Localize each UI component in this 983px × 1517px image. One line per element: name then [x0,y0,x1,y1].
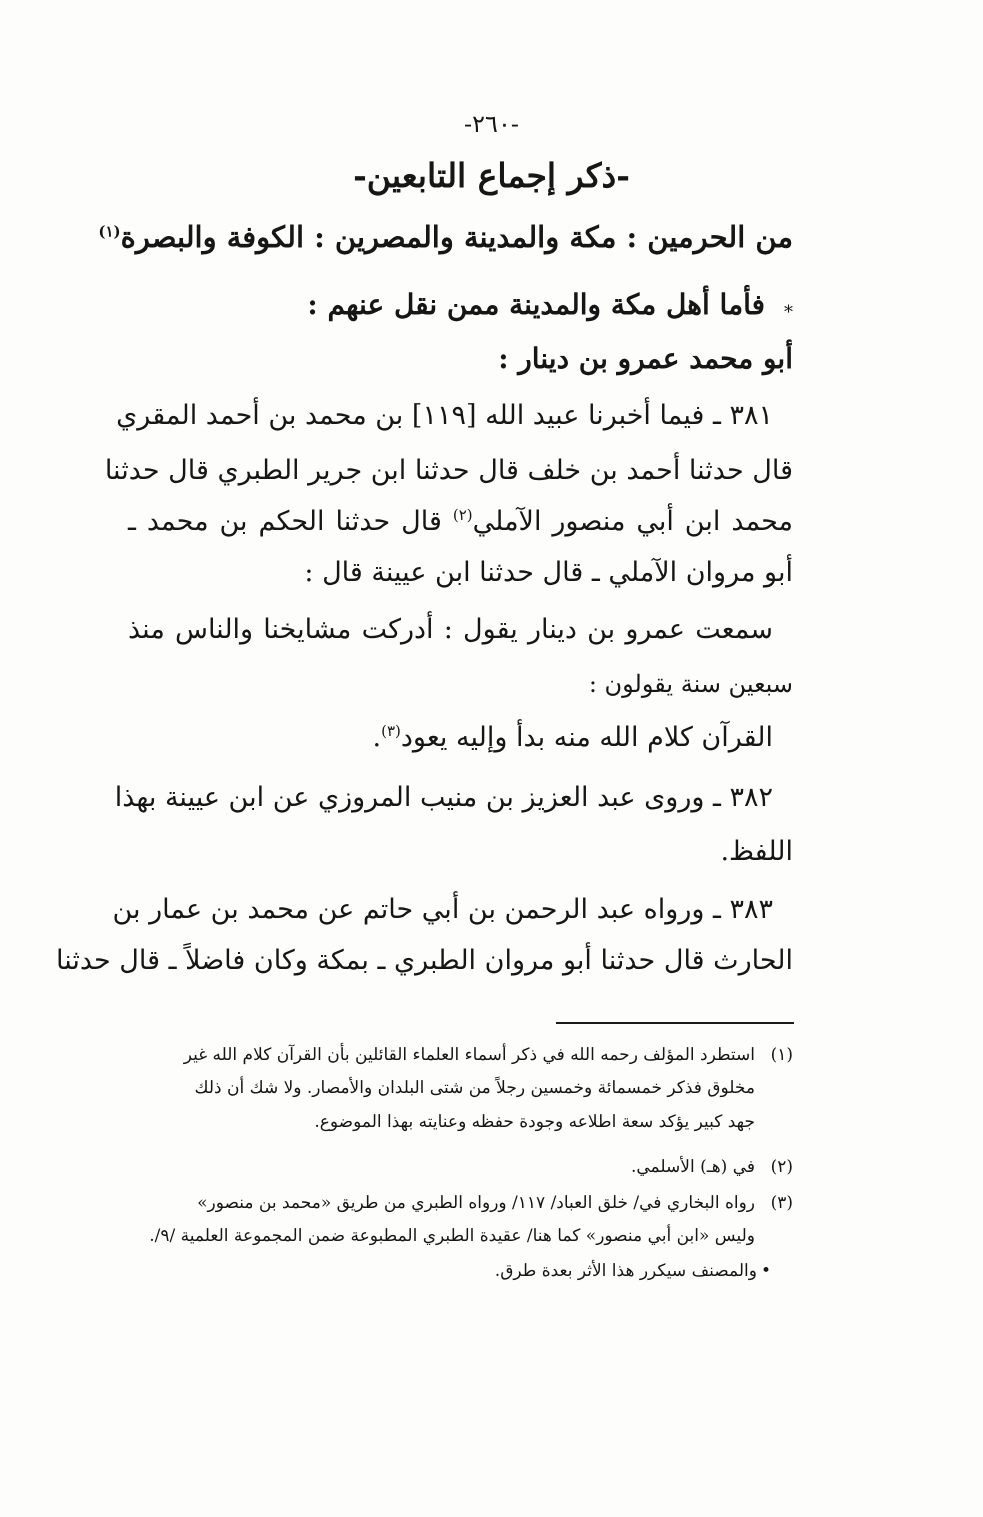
body-line-1: ٣٨١ ـ فيما أخبرنا عبيد الله [١١٩] بن محمد بن أحمد المقري [116,400,773,431]
body-line-10: ٣٨٣ ـ ورواه عبد الرحمن بن أبي حاتم عن محمد بن عمار بن [112,894,773,925]
footnote-ref-3: (٣) [381,722,401,740]
footnote-3-text-1: رواه البخاري في/ خلق العباد/ ١١٧/ ورواه الطبري من طريق «محمد بن منصور» [197,1193,755,1213]
quote-text: القرآن كلام الله منه بدأ وإليه يعود [400,722,773,753]
footnote-3-line-2: وليس «ابن أبي منصور» كما هنا/ عقيدة الطبري المطبوعة ضمن المجموعة العلمية /٩/. [149,1226,755,1246]
body-line-7 [128,722,773,753]
footnote-3-line-1 [128,1193,793,1213]
footnote-divider [556,1022,794,1024]
body-line-4: أبو مروان الآملي ـ قال حدثنا ابن عيينة قال : [304,557,793,588]
body-line-3-part-b: قال حدثنا الحكم بن محمد ـ [128,506,453,537]
footnote-1-line-3: جهد كبير يؤكد سعة اطلاعه وجودة حفظه وعنايته بهذا الموضوع. [314,1112,755,1132]
body-line-9: اللفظ. [720,836,793,867]
body-line-11: الحارث قال حدثنا أبو مروان الطبري ـ بمكة وكان فاضلاً ـ قال حدثنا [55,945,793,976]
body-line-2: قال حدثنا أحمد بن خلف قال حدثنا ابن جرير الطبري قال حدثنا [104,455,793,486]
footnote-ref-2: (٢) [452,506,473,524]
body-line-6: سبعين سنة يقولون : [588,670,793,698]
footnote-1-text-1: استطرد المؤلف رحمه الله في ذكر أسماء العلماء القائلين بأن القرآن كلام الله غير [183,1045,755,1065]
footnote-3-bullet: • [760,1261,772,1281]
footnote-3-text-3: والمصنف سيكرر هذا الأثر بعدة طرق. [494,1261,757,1281]
footnote-3-number: (٣) [770,1193,793,1213]
footnote-2-line-1 [128,1157,793,1177]
footnote-3-line-3 [128,1261,775,1281]
footnote-1-line-1 [128,1045,793,1065]
page-number: -٢٦٠- [464,110,519,138]
narrator-name: أبو محمد عمرو بن دينار : [498,342,793,375]
footnote-1-number: (١) [770,1045,793,1065]
regions-text: من الحرمين : مكة والمدينة والمصرين : الكوفة والبصرة [120,220,793,254]
regions-line [98,220,793,254]
footnote-1-line-2: مخلوق فذكر خمسمائة وخمسين رجلاً من شتى البلدان والأمصار. ولا شك أن ذلك [194,1078,755,1098]
body-line-8: ٣٨٢ ـ وروى عبد العزيز بن منيب المروزي عن ابن عيينة بهذا [114,782,773,813]
star-marker: * [784,302,793,323]
quote-end: . [372,722,382,753]
body-line-3 [128,506,793,537]
body-line-5: سمعت عمرو بن دينار يقول : أدركت مشايخنا والناس منذ [128,614,773,645]
footnote-2-number: (٢) [770,1157,793,1177]
body-line-3-part-a: محمد ابن أبي منصور الآملي [472,506,793,537]
footnote-2-text-1: في (هـ) الأسلمي. [630,1157,755,1177]
mecca-medina-line: فأما أهل مكة والمدينة ممن نقل عنهم : [307,288,765,321]
footnote-ref-1: (١) [98,222,121,241]
section-heading: -ذكر إجماع التابعين- [353,156,630,195]
